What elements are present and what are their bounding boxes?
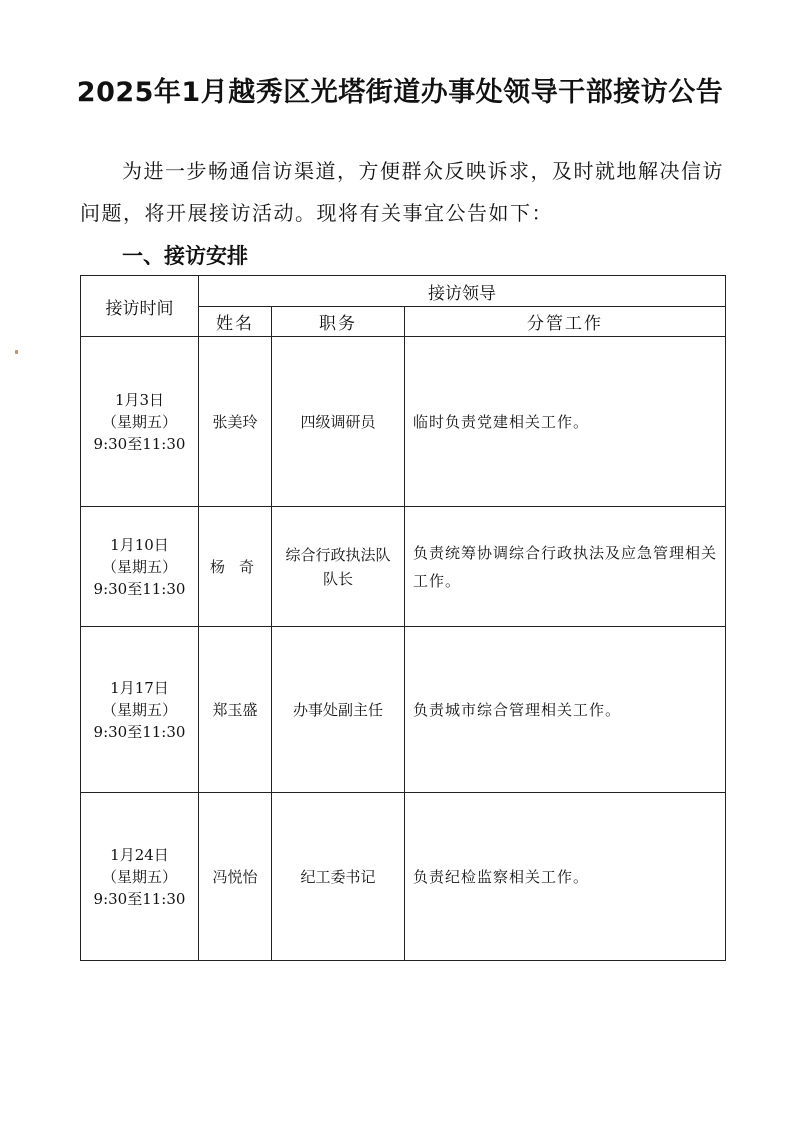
hours-text: 9:30至11:30 (93, 434, 186, 453)
cell-name: 冯悦怡 (199, 793, 272, 961)
hours-text: 9:30至11:30 (93, 722, 186, 741)
page-title: 2025年1月越秀区光塔街道办事处领导干部接访公告 (76, 77, 724, 108)
cell-time (81, 627, 199, 793)
cell-scope: 临时负责党建相关工作。 (405, 337, 726, 507)
hours-text: 9:30至11:30 (93, 889, 186, 908)
table-row (81, 627, 726, 793)
cell-duty: 综合行政执法队队长 (272, 507, 405, 627)
table-row (81, 507, 726, 627)
cell-scope: 负责纪检监察相关工作。 (405, 793, 726, 961)
date-text: 1月3日 (114, 390, 165, 409)
scan-speck (15, 350, 18, 354)
header-reception-time: 接访时间 (81, 276, 199, 337)
weekday-text: （星期五） (101, 867, 177, 886)
date-text: 1月10日 (110, 535, 169, 554)
hours-text: 9:30至11:30 (93, 579, 186, 598)
header-scope: 分管工作 (405, 307, 726, 337)
cell-name: 郑玉盛 (199, 627, 272, 793)
table-row (81, 793, 726, 961)
cell-name: 张美玲 (199, 337, 272, 507)
cell-duty: 办事处副主任 (272, 627, 405, 793)
header-reception-leader: 接访领导 (199, 276, 726, 307)
cell-duty: 四级调研员 (272, 337, 405, 507)
cell-time (81, 337, 199, 507)
cell-scope: 负责统筹协调综合行政执法及应急管理相关工作。 (405, 507, 726, 627)
date-text: 1月17日 (110, 678, 169, 697)
weekday-text: （星期五） (101, 700, 177, 719)
cell-scope: 负责城市综合管理相关工作。 (405, 627, 726, 793)
cell-name: 杨奇 (199, 507, 272, 627)
reception-schedule-table (80, 275, 726, 961)
table-row (81, 337, 726, 507)
cell-duty: 纪工委书记 (272, 793, 405, 961)
intro-paragraph: 为进一步畅通信访渠道，方便群众反映诉求，及时就地解决信访问题，将开展接访活动。现将有关事宜公告如下： (80, 159, 724, 225)
header-name: 姓名 (199, 307, 272, 337)
section-heading-arrangement: 一、接访安排 (122, 244, 248, 268)
header-duty: 职务 (272, 307, 405, 337)
cell-time (81, 507, 199, 627)
cell-time (81, 793, 199, 961)
date-text: 1月24日 (110, 845, 169, 864)
weekday-text: （星期五） (101, 412, 177, 431)
weekday-text: （星期五） (101, 557, 177, 576)
